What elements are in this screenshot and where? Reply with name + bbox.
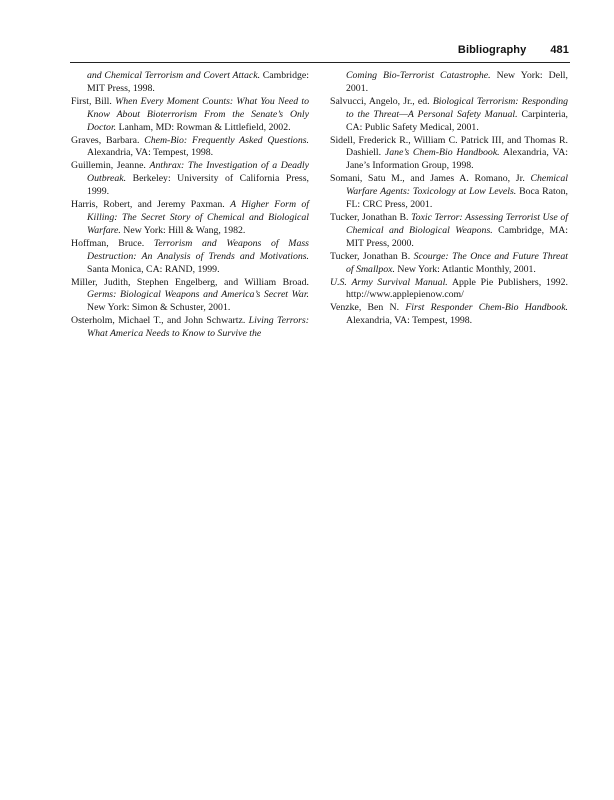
entry-text: Miller, Judith, Stephen Engelberg, and William Broad. — [71, 276, 309, 288]
entry-text: Cambridge, MA: MIT Press, 2000. — [346, 224, 568, 249]
entry-text: Santa Monica, CA: RAND, 1999. — [87, 263, 220, 275]
entry-text: Cambridge: MIT Press, 1998. — [87, 70, 309, 94]
entry-title: Jane’s Chem-Bio Handbook. — [384, 147, 500, 159]
bibliography-left-column — [71, 70, 309, 341]
bibliography-entry — [71, 135, 309, 161]
bibliography-entry — [71, 199, 309, 238]
section-title: Bibliography — [457, 44, 527, 56]
bibliography-entry — [71, 277, 309, 316]
bibliography-entry — [71, 96, 309, 135]
entry-text: Tucker, Jonathan B. — [330, 250, 414, 262]
entry-text: Osterholm, Michael T., and John Schwartz. — [71, 315, 249, 327]
entry-text: Boca Raton, FL: CRC Press, 2001. — [346, 186, 568, 211]
entry-text: Alexandria, VA: Tempest, 1998. — [346, 315, 473, 327]
entry-title: First Responder Chem-Bio Handbook. — [405, 302, 568, 314]
entry-text: New York: Atlantic Monthly, 2001. — [394, 263, 536, 275]
bibliography-entry — [330, 173, 568, 212]
bibliography-entry — [71, 160, 309, 199]
entry-title: When Every Moment Counts: What You Need to Know About Bioterrorism From the Senate’s Only Doctor. — [87, 95, 309, 133]
entry-text: Alexandria, VA: Tempest, 1998. — [87, 147, 214, 159]
bibliography-entry — [330, 212, 568, 251]
entry-text: Guillemin, Jeanne. — [71, 160, 150, 172]
header-rule — [70, 62, 570, 63]
entry-title: and Chemical Terrorism and Covert Attack. — [87, 70, 261, 81]
entry-text: Graves, Barbara. — [71, 134, 145, 146]
bibliography-entry — [71, 70, 309, 96]
entry-text: Carpinteria, CA: Public Safety Medical, 2001. — [346, 108, 569, 133]
running-head — [458, 44, 569, 56]
entry-title: A Higher Form of Killing: The Secret Story of Chemical and Biological Warfare. — [87, 199, 309, 236]
entry-text: Venzke, Ben N. — [330, 302, 406, 314]
bibliography-entry — [330, 302, 568, 328]
bibliography-entry — [71, 315, 309, 341]
entry-title: Toxic Terror: Assessing Terrorist Use of Chemical and Biological Weapons. — [346, 211, 569, 236]
entry-title: Biological Terrorism: Responding to the Threat—A Personal Safety Manual. — [346, 95, 568, 120]
page-number: 481 — [550, 44, 569, 56]
entry-text: Tucker, Jonathan B. — [330, 211, 412, 223]
entry-text: Somani, Satu M., and James A. Romano, Jr. — [330, 173, 531, 185]
bibliography-entry — [330, 251, 568, 277]
bibliography-entry — [71, 238, 309, 277]
entry-text: Berkeley: University of California Press, 1999. — [87, 173, 309, 198]
entry-title: U.S. Army Survival Manual. — [330, 276, 448, 288]
entry-text: First, Bill. — [71, 95, 116, 107]
entry-text: New York: Simon & Schuster, 2001. — [87, 302, 231, 314]
entry-text: Salvucci, Angelo, Jr., ed. — [330, 95, 433, 107]
entry-text: Apple Pie Publishers, 1992. http://www.applepienow.com/ — [346, 276, 568, 301]
entry-title: Germs: Biological Weapons and America’s Secret War. — [87, 289, 309, 301]
entry-text: New York: Dell, 2001. — [346, 70, 568, 94]
entry-title: Terrorism and Weapons of Mass Destruction: An Analysis of Trends and Motivations. — [87, 237, 309, 262]
bibliography-entry — [330, 135, 568, 174]
bibliography-entry — [330, 277, 568, 303]
bibliography-right-column — [330, 70, 568, 328]
entry-text: Hoffman, Bruce. — [71, 237, 154, 249]
entry-text: Sidell, Frederick R., William C. Patrick III, and Thomas R. Dashiell. — [330, 134, 568, 159]
entry-title: Chemical Warfare Agents: Toxicology at Low Levels. — [346, 173, 568, 198]
entry-text: Alexandria, VA: Jane’s Information Group, 1998. — [346, 147, 568, 172]
bibliography-entry — [330, 96, 568, 135]
entry-title: Scourge: The Once and Future Threat of Smallpox. — [346, 250, 569, 275]
bibliography-entry — [330, 70, 568, 96]
entry-title: Coming Bio-Terrorist Catastrophe. — [346, 70, 491, 81]
entry-title: Anthrax: The Investigation of a Deadly Outbreak. — [87, 160, 309, 185]
entry-title: Living Terrors: What America Needs to Know to Survive the — [87, 315, 309, 340]
entry-text: Harris, Robert, and Jeremy Paxman. — [71, 199, 231, 211]
entry-title: Chem-Bio: Frequently Asked Questions. — [144, 134, 309, 146]
entry-text: New York: Hill & Wang, 1982. — [120, 224, 246, 236]
entry-text: Lanham, MD: Rowman & Littlefield, 2002. — [116, 121, 291, 133]
